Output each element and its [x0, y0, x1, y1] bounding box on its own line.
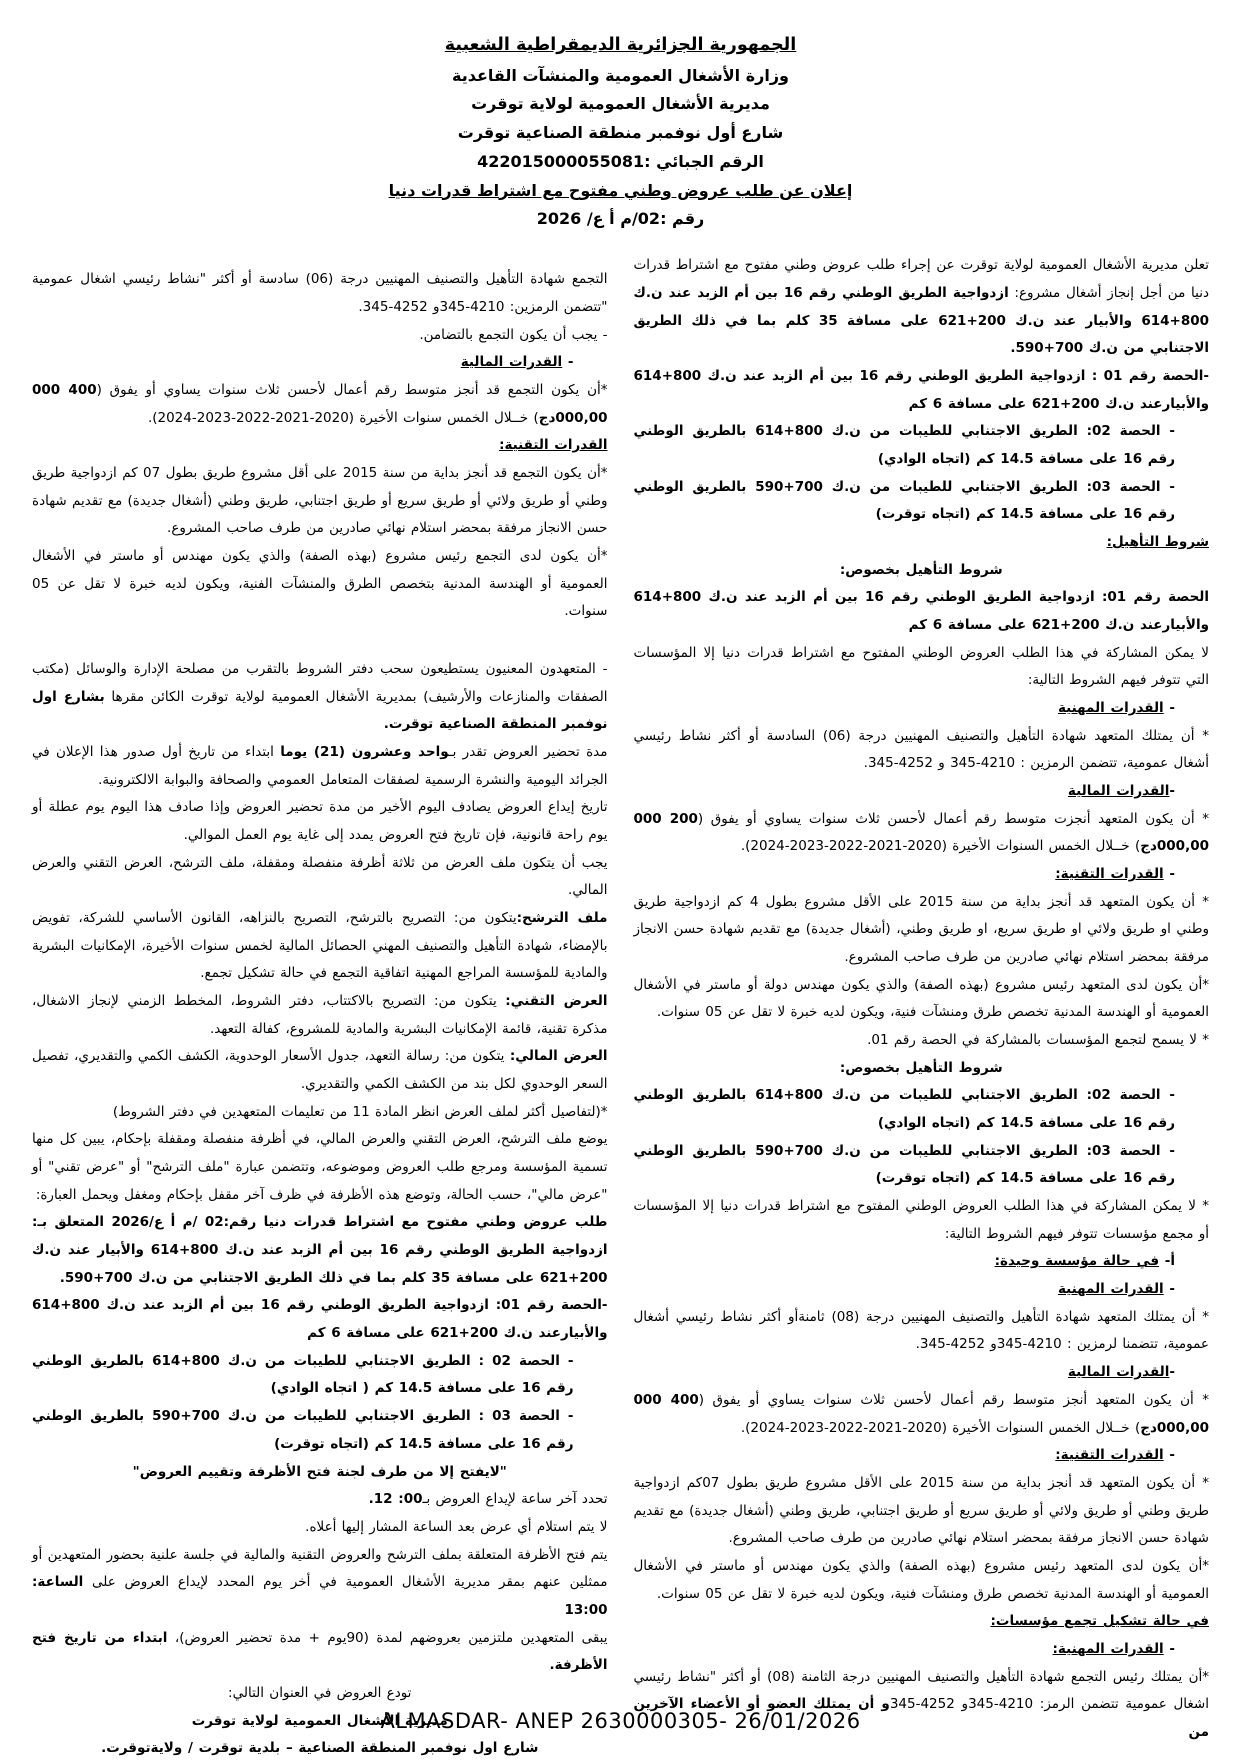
text-segment: بشارع اول نوفمبر المنطقة الصناعية توقرت. [32, 688, 608, 733]
paragraph [32, 1292, 608, 1347]
text-segment: *أن يمتلك رئيس التجمع شهادة التأهيل والتصنيف المهنيين درجة الثامنة (08) أو أكثر "نشاط رئيسي اشغال عمومية تتضمن الرمز: 4210-345و 4252-345 [633, 1668, 1209, 1713]
text-segment: *أن يكون التجمع قد أنجز بداية من سنة 2015 على أقل مشروع طريق بطول 07 كم ازدواجية طريق وطني أو طريق ولائي أو طريق سريع أو طريق اجتنابي، طريق وطني (أشغال جديدة) مع تقديم شهادة حسن الانجاز مرفقة بمحضر استلام نهائي صادرين من طرف صاحب المشروع. [32, 464, 608, 537]
text-segment: - الحصة 02: الطريق الاجتنابي للطيبات من ن.ك 800+614 بالطريق الوطني رقم 16 على مسافة 14.5 كم (اتجاه الوادي) [633, 1087, 1175, 1132]
paragraph [32, 1486, 608, 1514]
paragraph [634, 418, 1210, 473]
tax-number: الرقم الجبائي :422015000055081 [477, 151, 764, 171]
ministry-name: وزارة الأشغال العمومية والمنشآت القاعدية [451, 65, 789, 85]
text-segment: يوضع ملف الترشح، العرض التقني والعرض المالي، في أظرفة منفصلة ومقفلة بإحكام، يبين كل منها تسمية المؤسسة ومرجع طلب العروض وموضوعه، وتتضمن عبارة "ملف الترشح" أو "عرض تقني" أو "عرض مالي"، حسب الحالة، وتوضع هذه الأظرفة في ظرف آخر مقفل بإحكام ومغفل ويحمل العبارة: [32, 1131, 608, 1203]
two-column-body [32, 252, 1209, 1763]
text-segment: - الحصة 02 : الطريق الاجتنابي للطيبات من ن.ك 800+614 بالطريق الوطني رقم 16 على مسافة 14.5 كم ( اتجاه الوادي) [32, 1352, 574, 1397]
paragraph [634, 1553, 1210, 1608]
text-segment: * أن يكون المتعهد قد أنجز بداية من سنة 2015 على الأقل مشروع بطول 4 كم ازدواجية طريق وطني او طريق ولائي او طريق سريع، او طريق وطني، (أشغال جديدة) مع تقديم شهادة حسن الانجاز مرفقة بمحضر استلام نهائي صادرين من طرف صاحب المشروع. [633, 893, 1209, 966]
paragraph [634, 1138, 1210, 1193]
text-segment: - [1163, 1281, 1175, 1298]
text-segment: الساعة: 13:00 [32, 1574, 608, 1618]
paragraph [634, 889, 1210, 972]
paragraph [634, 529, 1210, 557]
text-segment: القدرات التقنية: [1055, 1447, 1164, 1464]
text-segment: التجمع شهادة التأهيل والتصنيف المهنيين درجة (06) سادسة أو أكثر "نشاط رئيسي اشغال عمومية "تتضمن الرمزين: 4210-345و 4252-345. [32, 271, 608, 315]
text-segment: القدرات المهنية [1057, 700, 1164, 717]
text-segment: - الحصة 03: الطريق الاجتنابي للطيبات من ن.ك 700+590 بالطريق الوطني رقم 16 على مسافة 14.5 كم (اتجاه توقرت) [633, 478, 1175, 523]
paragraph [634, 972, 1210, 1027]
text-segment: - [1169, 783, 1175, 800]
text-segment: القدرات المالية [460, 354, 563, 371]
paragraph [32, 1209, 608, 1292]
text-segment: - [1163, 1447, 1175, 1464]
text-segment: *(لتفاصيل أكثر لملف العرض انظر المادة 11 من تعليمات المتعهدين في دفتر الشروط) [112, 1103, 608, 1120]
paragraph [634, 861, 1210, 889]
paragraph [634, 1636, 1210, 1664]
text-segment: شروط التأهيل: [1106, 534, 1209, 550]
text-segment: تعلن مديرية الأشغال العمومية لولاية توقرت عن إجراء طلب عروض وطني مفتوح مع اشتراط قدرات دنيا من أجل إنجاز أشغال مشروع: [633, 257, 1209, 301]
text-segment: - [562, 354, 574, 371]
paragraph [634, 1055, 1210, 1083]
text-segment: * لا يمكن المشاركة في هذا الطلب العروض الوطني المفتوح مع اشتراط قدرات دنيا إلا المؤسسات أو مجمع مؤسسات تتوفر فيهم الشروط التالية: [633, 1198, 1209, 1242]
text-segment: * أن يمتلك المتعهد شهادة التأهيل والتصنيف المهنيين درجة (06) السادسة أو أكثر نشاط رئيسي أشغال عمومية، تتضمن الرمزين : 4210-345 و 4252-345. [633, 727, 1209, 772]
paragraph [32, 322, 608, 350]
text-segment: - الحصة 02: الطريق الاجتنابي للطيبات من ن.ك 800+614 بالطريق الوطني رقم 16 على مسافة 14.5 كم (اتجاه الوادي) [633, 423, 1175, 467]
text-segment: طلب عروض وطني مفتوح مع اشتراط قدرات دنيا رقم:02 /م أ ع/2026 المتعلق بـ: ازدواجية الطريق الوطني رقم 16 بين أم الزبد عند ن.ك 800+614 والأبيار عند ن.ك 200+621 على مسافة 35 كلم بما في ذلك الطريق الاجتنابي من ن.ك 700+590. [32, 1214, 608, 1286]
directorate-address: شارع أول نوفمبر منطقة الصناعية توقرت [457, 123, 784, 143]
paragraph [634, 363, 1210, 418]
paragraph [634, 584, 1210, 639]
paragraph [634, 640, 1210, 695]
paragraph [634, 1359, 1210, 1387]
announcement-title: إعلان عن طلب عروض وطني مفتوح مع اشتراط قدرات دنيا [388, 180, 853, 200]
text-segment: القدرات التقنية: [499, 437, 608, 454]
paragraph [32, 266, 608, 321]
paragraph [634, 1387, 1210, 1442]
paragraph [32, 1459, 608, 1487]
paragraph [634, 1248, 1210, 1276]
text-segment: مديرية الأشغال العمومية لولاية توقرت [191, 1712, 448, 1729]
paragraph [32, 850, 608, 905]
text-segment: - [1169, 1364, 1175, 1381]
text-segment: *أن يكون لدى التجمع رئيس مشروع (بهذه الصفة) والذي يكون مهندس أو ماستر في الأشغال العمومية أو الهندسة المدنية بتخصص الطرق والمنشآت الفنية، ويكون لديه خبرة لا تقل عن 05 سنوات. [32, 548, 608, 620]
text-segment: -الحصة رقم 01 : ازدواجية الطريق الوطني رقم 16 بين أم الزبد عند ن.ك 800+614 والأبيارعند ن.ك 200+621 على مسافة 6 كم [633, 367, 1209, 412]
announcement-number: رقم :02/م أ ع/ 2026 [536, 209, 705, 229]
text-segment: - [1163, 700, 1175, 717]
text-segment: *أن يكون لدى المتعهد رئيس مشروع (بهذه الصفة) والذي يكون مهندس أو ماستر في الأشغال العمومية أو الهندسة المدنية تخصص طرق ومنشآت فنية، ويكون لديه خبرة لا تقل عن 05 سنوات. [633, 1557, 1209, 1602]
text-segment: يبقى المتعهدين ملتزمين بعروضهم لمدة (90يوم + مدة تحضير العروض)، [167, 1629, 608, 1646]
text-segment: - المتعهدون المعنيون يستطيعون سحب دفتر الشروط بالتقرب من مصلحة الإدارة والوسائل (مكتب الصفقات والمنازعات والأرشيف) بمديرية الأشغال العمومية لولاية توقرت الكائن مقرها [32, 661, 608, 705]
paragraph [32, 1735, 608, 1763]
text-segment: يتكون من: رسالة التعهد، جدول الأسعار الوحدوية، الكشف الكمي والتقديري، تفصيل السعر الوحدوي لكل بند من الكشف الكمي والتقديري. [32, 1048, 608, 1093]
text-segment: * أن يكون المتعهد أنجزت متوسط رقم أعمال لأحسن ثلاث سنوات يساوي أو يفوق ( [697, 810, 1209, 827]
paragraph [32, 1625, 608, 1680]
text-segment: و أن يمتلك العضو أو الأعضاء الآخرين من [633, 1696, 1209, 1740]
paragraph [634, 1470, 1210, 1553]
column-right [634, 252, 1210, 1763]
paragraph [32, 460, 608, 543]
text-segment: يتم فتح الأظرفة المتعلقة بملف الترشح والعروض التقنية والمالية في جلسة علنية بحضور المتعهدين أو ممثلين عنهم بمقر مديرية الأشغال العمومية في أخر يوم المحدد لإيداع العروض على [32, 1546, 608, 1591]
text-segment: ملف الترشح: [516, 910, 608, 927]
paragraph [32, 739, 608, 794]
text-segment: في حالة تشكيل تجمع مؤسسات: [990, 1613, 1209, 1630]
text-segment: -الحصة رقم 01: ازدواجية الطريق الوطني رقم 16 بين أم الزبد عند ن.ك 800+614 والأبيارعند ن.ك 200+621 على مسافة 6 كم [32, 1297, 608, 1342]
text-segment: ازدواجية الطريق الوطني رقم 16 بين أم الزبد عند ن.ك 800+614 والأبيار عند ن.ك 200+621 على مسافة 35 كلم بما في ذلك الطريق الاجتنابي من ن.ك 700+590. [633, 284, 1210, 357]
paragraph [32, 1348, 608, 1403]
text-segment: مدة تحضير العروض تقدر بـ [448, 744, 608, 761]
text-segment: *أن يكون لدى المتعهد رئيس مشروع (بهذه الصفة) والذي يكون مهندس دولة أو ماستر في الأشغال العمومية أو الهندسة المدنية تخصص طرق ومنشآت فنية، ويكون لديه خبرة لا تقل عن 05 سنوات. [633, 976, 1209, 1021]
text-segment: ) خــلال الخمس سنوات الأخيرة (2020-2021-2022-2023-2024). [147, 409, 539, 426]
document-header [32, 30, 1209, 234]
column-left [32, 266, 608, 1763]
paragraph [634, 723, 1210, 778]
text-segment: - الحصة 03: الطريق الاجتنابي للطيبات من ن.ك 700+590 بالطريق الوطني رقم 16 على مسافة 14.5 كم (اتجاه توقرت) [633, 1142, 1175, 1187]
paragraph [32, 905, 608, 988]
text-segment: أ- [1159, 1253, 1175, 1270]
text-segment: ) خــلال الخمس السنوات الأخيرة (2020-2021-2022-2023-2024). [740, 838, 1141, 855]
text-segment: ابتداء من تاريخ أول صدور هذا الإعلان في الجرائد اليومية والنشرة الرسمية لصفقات المتعامل العمومي والصحافة والبوابة الالكترونية. [32, 744, 608, 788]
text-segment: يجب أن يتكون ملف العرض من ثلاثة أظرفة منفصلة ومقفلة، ملف الترشح، العرض التقني والعرض المالي. [32, 854, 608, 899]
paragraph [634, 557, 1210, 585]
text-segment: القدرات المهنية [1057, 1281, 1164, 1298]
paragraph [32, 377, 608, 432]
paragraph [32, 988, 608, 1043]
paragraph [32, 1043, 608, 1098]
text-segment: *أن يكون التجمع قد أنجز متوسط رقم أعمال لأحسن ثلاث سنوات يساوي أو يفوق ( [96, 381, 608, 398]
paragraph [32, 1126, 608, 1209]
text-segment: - [1163, 866, 1175, 883]
text-segment: * أن يمتلك المتعهد شهادة التأهيل والتصنيف المهنيين درجة (08) ثامنةأو أكثر نشاط رئيسي أشغال عمومية، تتضمنا لرمزين : 4210-345و 4252-345. [633, 1308, 1209, 1353]
text-segment: القدرات المالية [1067, 783, 1170, 800]
text-segment: شروط التأهيل بخصوص: [839, 1059, 1003, 1076]
paragraph [634, 1664, 1210, 1747]
text-segment: لا يتم استلام أي عرض بعد الساعة المشار إليها أعلاه. [305, 1518, 608, 1535]
text-segment: 00: 12. [368, 1491, 423, 1508]
paragraph [32, 1403, 608, 1458]
text-segment: شروط التأهيل بخصوص: [839, 561, 1003, 578]
paragraph [634, 806, 1210, 861]
paragraph [634, 1193, 1210, 1248]
paragraph [634, 695, 1210, 723]
text-segment: تودع العروض في العنوان التالي: [228, 1684, 412, 1701]
text-segment: العرض التقني: [505, 993, 608, 1010]
text-segment: العرض المالي: [509, 1048, 608, 1065]
text-segment: القدرات المالية [1067, 1364, 1170, 1381]
text-segment: تاريخ إيداع العروض يصادف اليوم الأخير من مدة تحضير العروض وإذا صادف هذا اليوم يوم عطلة أو يوم راحة قانونية، فإن تاريخ فتح العروض يمدد إلى غاية يوم العمل الموالي. [32, 799, 608, 844]
paragraph [32, 349, 608, 377]
republic-title: الجمهورية الجزائرية الديمقراطية الشعبية [444, 35, 797, 55]
paragraph [32, 432, 608, 460]
text-segment: يتكون من: التصريح بالترشح، التصريح بالنزاهه، القانون الأساسي للشركة، تفويض بالإمضاء، شهادة التأهيل والتصنيف المهني الحصائل المالية لخمس سنوات الأخيرة، الإمكانيات البشرية والمادية للمؤسسة المراجع المهنية اتفاقية التجمع في حالة تشكيل تجمع. [32, 910, 608, 982]
paragraph [32, 1542, 608, 1625]
text-segment: واحد وعشرون (21) يوما [280, 744, 449, 761]
text-segment: - الحصة 03 : الطريق الاجتنابي للطيبات من ن.ك 700+590 بالطريق الوطني رقم 16 على مسافة 14.5 كم (اتجاه توقرت) [32, 1408, 574, 1452]
directorate-name: مديرية الأشغال العمومية لولاية توقرت [471, 94, 770, 114]
text-segment: ) خــلال الخمس السنوات الأخيرة (2020-2021-2022-2023-2024). [740, 1419, 1141, 1436]
paragraph [32, 1099, 608, 1127]
paragraph [634, 1442, 1210, 1470]
text-segment: الحصة رقم 01: ازدواجية الطريق الوطني رقم 16 بين أم الزبد عند ن.ك 800+614 والأبيارعند ن.ك 200+621 على مسافة 6 كم [633, 589, 1209, 634]
paragraph [634, 252, 1210, 363]
text-segment: في حالة مؤسسة وحيدة: [994, 1253, 1160, 1270]
text-segment: يتكون من: التصريح بالاكتتاب، دفتر الشروط، المخطط الزمني لإنجاز الاشغال، مذكرة تقنية، قائمة الإمكانيات البشرية والمادية للمشروع، كفالة التعهد. [32, 993, 608, 1037]
text-segment: ابتداء من تاريخ فتح الأظرفة. [32, 1629, 608, 1674]
text-segment: * أن يكون المتعهد أنجز متوسط رقم أعمال لأحسن ثلاث سنوات يساوي أو يفوق ( [698, 1391, 1210, 1408]
paragraph [634, 474, 1210, 529]
text-segment: لا يمكن المشاركة في هذا الطلب العروض الوطني المفتوح مع اشتراط قدرات دنيا إلا المؤسسات التي تتوفر فيهم الشروط التالية: [633, 644, 1209, 689]
anep-footer-reference: ALMASDAR- ANEP 2630000305- 26/01/2026 [380, 1709, 861, 1733]
text-segment: القدرات التقنية: [1055, 866, 1164, 883]
paragraph [634, 778, 1210, 806]
text-segment: القدرات المهنية: [1052, 1640, 1164, 1657]
paragraph [634, 1027, 1210, 1055]
paragraph [634, 1304, 1210, 1359]
text-segment: * لا يسمح لتجمع المؤسسات بالمشاركة في الحصة رقم 01. [867, 1032, 1209, 1049]
text-segment: تحدد آخر ساعة لإيداع العروض بـ [422, 1491, 608, 1508]
text-segment: "لايفتح إلا من طرف لجنة فتح الأظرفة وتقييم العروض" [132, 1463, 507, 1480]
paragraph [634, 1276, 1210, 1304]
paragraph [32, 656, 608, 739]
paragraph [32, 1680, 608, 1708]
paragraph [634, 1082, 1210, 1137]
text-segment: - يجب أن يكون التجمع بالتضامن. [419, 326, 608, 343]
text-segment: * أن يكون المتعهد قد أنجز بداية من سنة 2015 على الأقل مشروع طريق بطول 07كم ازدواجية طريق وطني أو طريق ولائي أو طريق سريع أو طريق اجتنابي، طريق وطني (أشغال جديدة) مع تقديم شهادة حسن الانجاز مرفقة بمحضر استلام نهائي صادرين من طرف صاحب المشروع. [633, 1474, 1209, 1547]
paragraph [634, 1608, 1210, 1636]
text-segment: - [1163, 1640, 1175, 1657]
paragraph [32, 794, 608, 849]
text-segment: شارع اول نوفمبر المنطقة الصناعية – بلدية توقرت / ولايةتوقرت. [101, 1740, 539, 1757]
paragraph [32, 1514, 608, 1542]
text-segment: 400 000 000,00دج [32, 381, 608, 426]
text-segment: 400 000 000,00دج [633, 1391, 1209, 1436]
text-segment: 200 000 000,00دج [633, 810, 1209, 855]
paragraph [32, 543, 608, 626]
